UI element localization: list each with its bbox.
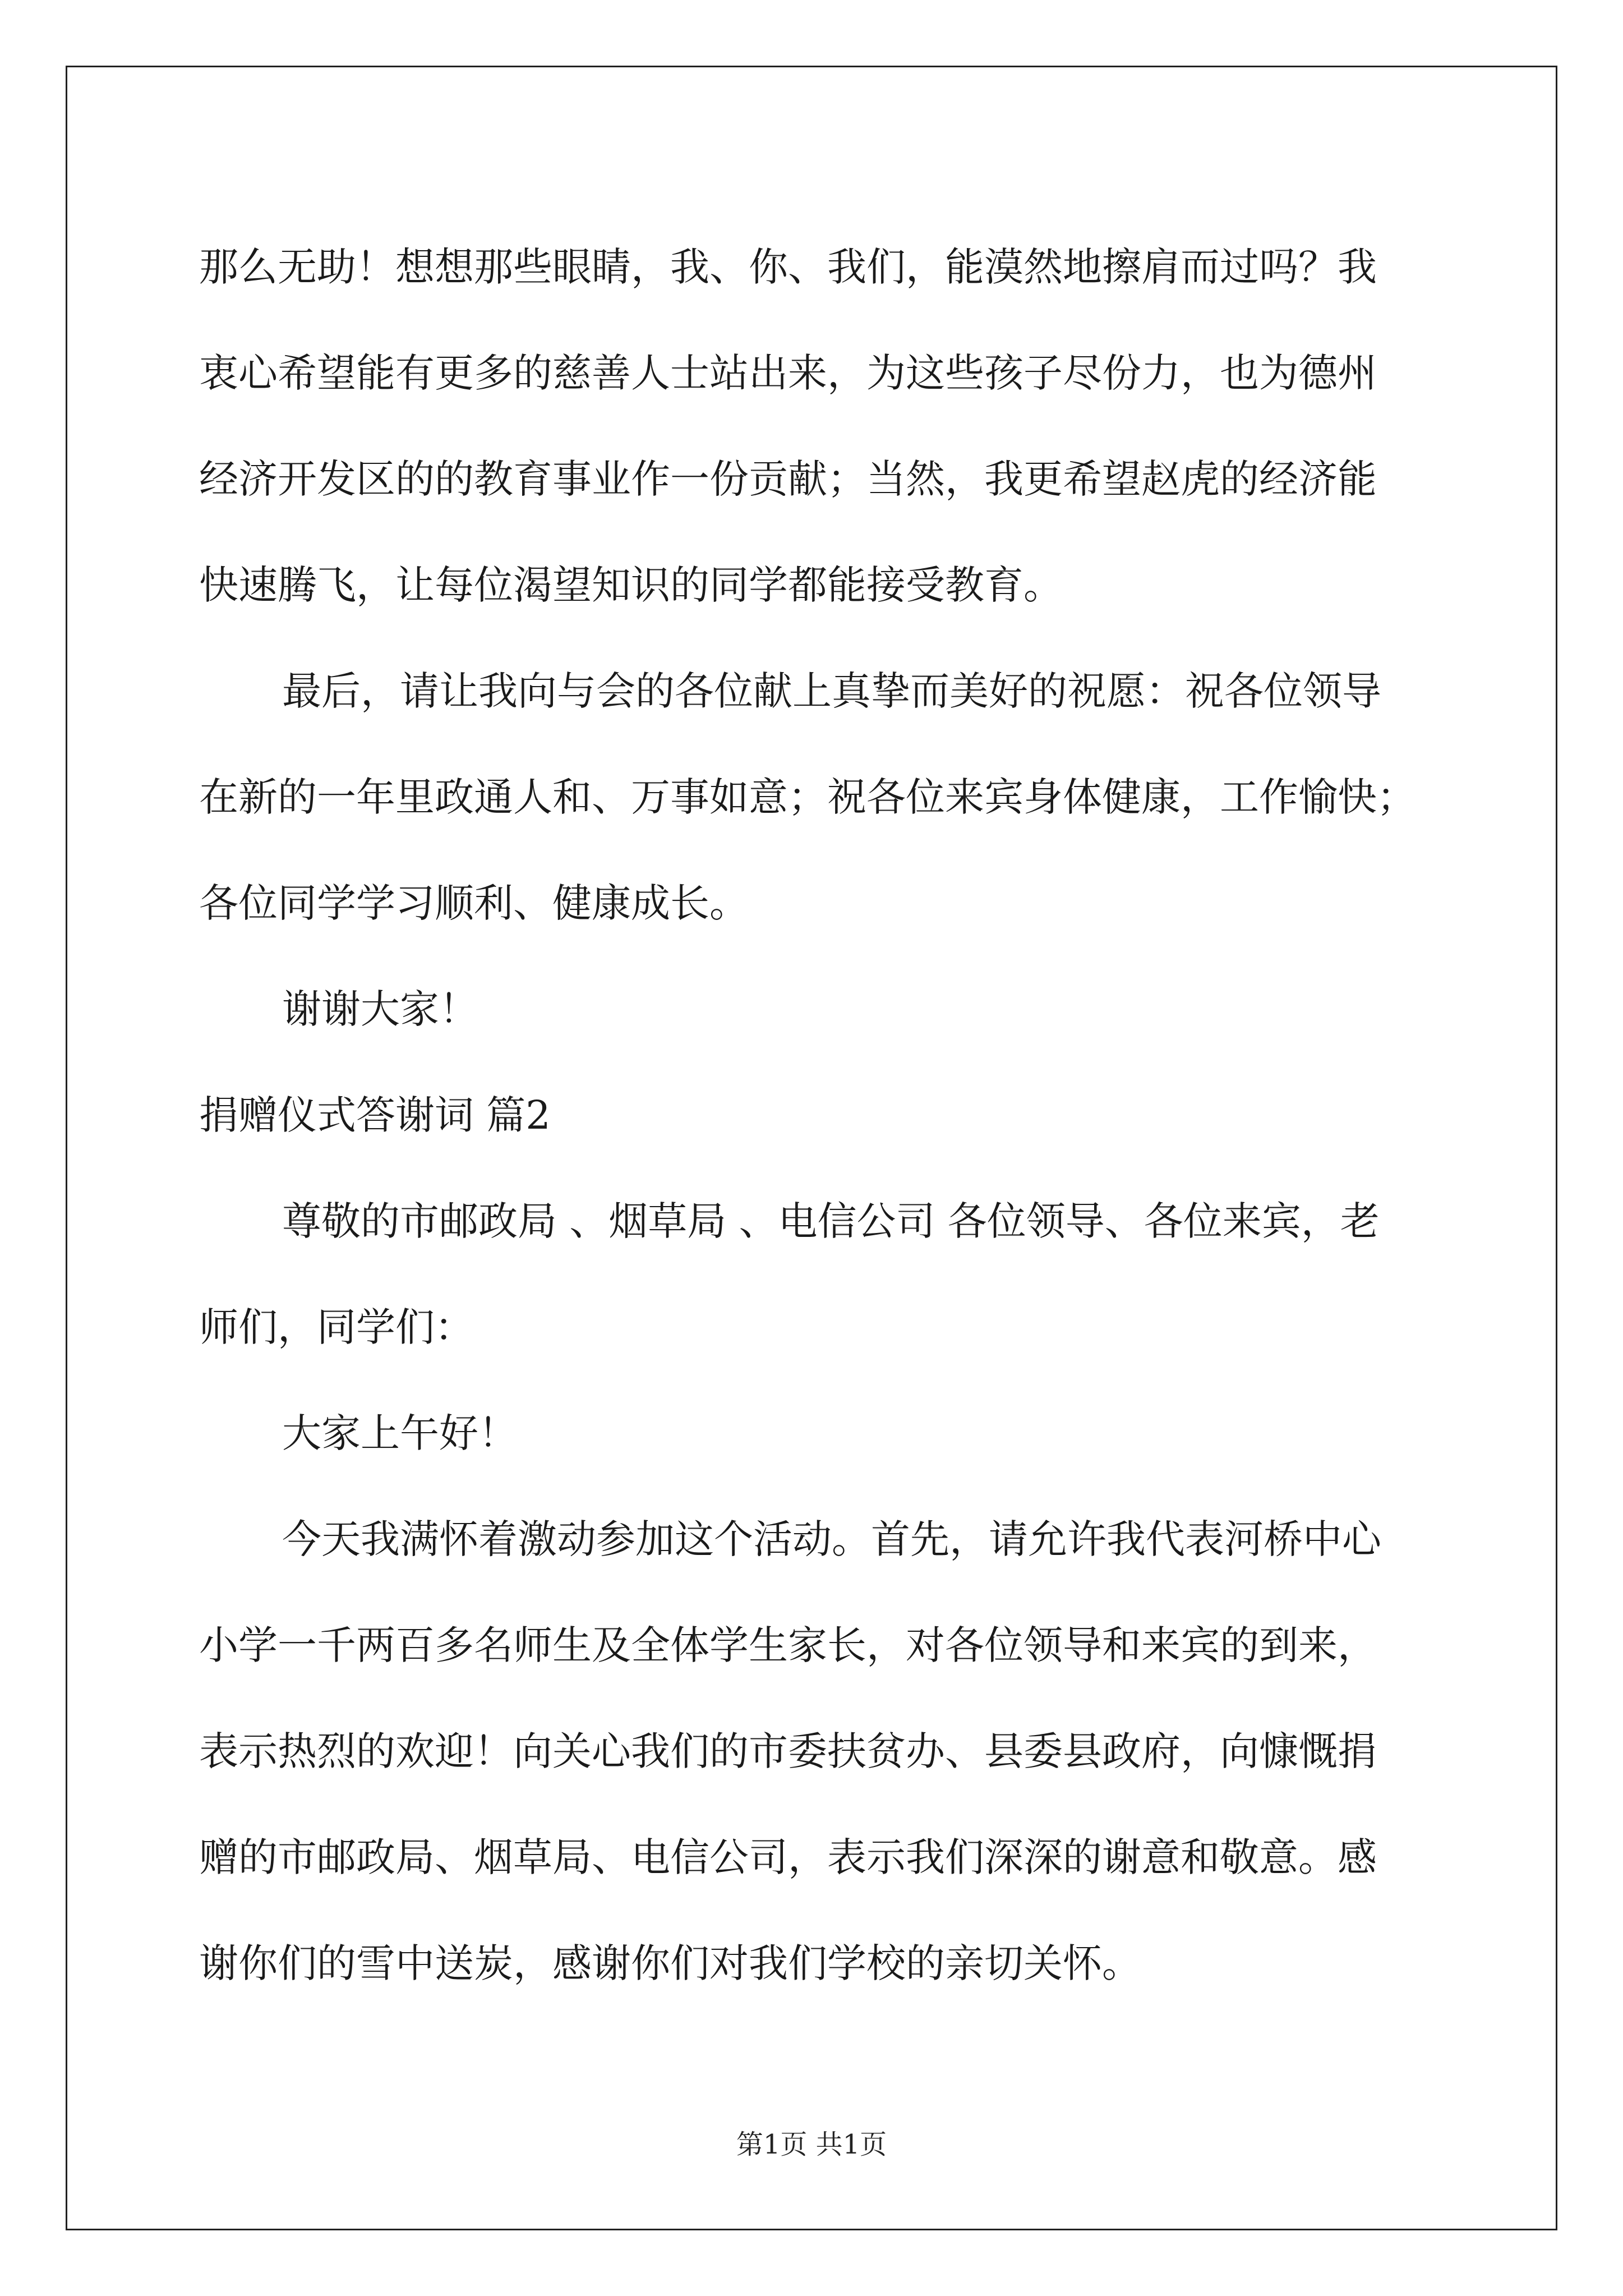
section-heading: 捐赠仪式答谢词 篇2 — [199, 1092, 551, 1138]
paragraph-salutation: 尊敬的市邮政局 、烟草局 、电信公司 各位领导、各位来宾，老 师们，同学们： — [199, 1198, 1380, 1350]
paragraph-closing-wishes: 最后，请让我向与会的各位献上真挚而美好的祝愿：祝各位领导 在新的一年里政通人和、万事如意；祝各位来宾身体健康，工作愉快； 各位同学学习顺利、健康成长。 — [199, 668, 1416, 926]
paragraph-greeting: 大家上午好！ — [282, 1410, 518, 1456]
paragraph-thanks: 谢谢大家！ — [282, 986, 478, 1032]
page-footer: 第1页 共1页 — [736, 2129, 887, 2160]
paragraph-body: 今天我满怀着激动参加这个活动。首先，请允许我代表河桥中心 小学一千两百多名师生及全体学生家长，对各位领导和来宾的到来， 表示热烈的欢迎！向关心我们的市委扶贫办、县委县政府，向慷慨捐 赠的市邮政局、烟草局、电信公司，表示我们深深的谢意和敬意。感 谢你们的雪中送炭，感谢你们对我们学校的亲切关怀。 — [199, 1516, 1381, 1986]
document-body — [199, 214, 1483, 2017]
paragraph-continuation: 那么无助！想想那些眼睛，我、你、我们，能漠然地擦肩而过吗？我 衷心希望能有更多的慈善人士站出来，为这些孩子尽份力，也为德州 经济开发区的的教育事业作一份贡献；当然，我更希望赵虎的经济能 快速腾飞，让每位渴望知识的同学都能接受教育。 — [199, 244, 1377, 608]
